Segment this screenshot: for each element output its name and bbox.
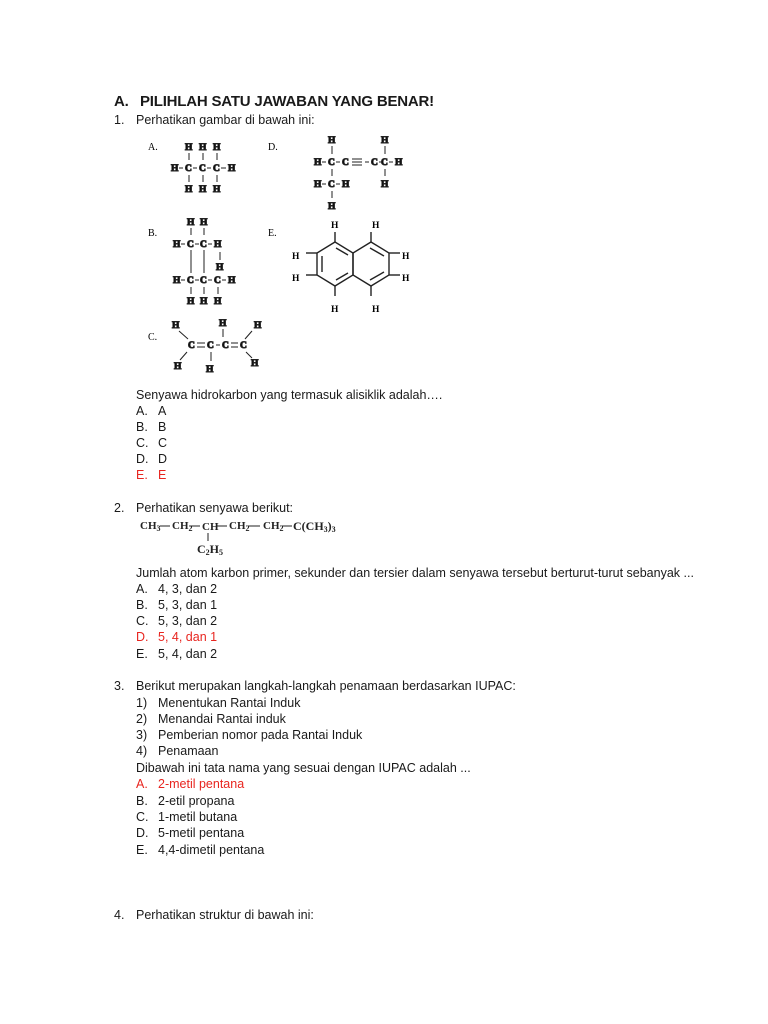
question-2-text: Jumlah atom karbon primer, sekunder dan tersier dalam senyawa tersebut berturut-turut sebanyak ... — [136, 566, 694, 580]
question-1-text: Senyawa hidrokarbon yang termasuk alisiklik adalah…. — [136, 388, 443, 402]
q1-option-b[interactable]: B. B — [136, 420, 167, 434]
svg-text:H: H — [292, 252, 300, 262]
question-2-number: 2. — [114, 501, 125, 515]
svg-text:H: H — [292, 274, 300, 284]
svg-text:C: C — [214, 276, 221, 286]
fig-label-a: A. — [148, 142, 158, 153]
structure-e-hydrogens — [292, 221, 410, 315]
svg-text:H: H — [216, 263, 224, 273]
question-3-number: 3. — [114, 679, 125, 693]
question-3-text: Dibawah ini tata nama yang sesuai dengan IUPAC adalah ... — [136, 761, 471, 775]
q1-option-e-answer[interactable]: E. E — [136, 468, 167, 482]
svg-text:C: C — [342, 158, 349, 168]
svg-text:H: H — [228, 164, 236, 174]
structure-a-propane — [171, 143, 236, 195]
svg-text:H: H — [372, 305, 380, 315]
structure-e-naphthalene — [306, 232, 400, 296]
svg-text:H: H — [185, 185, 193, 195]
q1-option-d[interactable]: D. D — [136, 452, 168, 466]
question-1-number: 1. — [114, 113, 125, 127]
svg-text:C: C — [187, 240, 194, 250]
svg-text:H: H — [381, 136, 389, 146]
q2-option-e[interactable]: E. 5, 4, dan 2 — [136, 647, 218, 661]
svg-text:H: H — [185, 143, 193, 153]
svg-text:CH: CH — [202, 521, 219, 533]
svg-text:H: H — [187, 297, 195, 307]
svg-text:C: C — [200, 276, 207, 286]
q3-option-d[interactable]: D. 5-metil pentana — [136, 826, 245, 840]
structure-b-cyclobutane — [173, 218, 236, 307]
q3-step-4: 4) Penamaan — [136, 744, 219, 758]
svg-text:H: H — [228, 276, 236, 286]
q1-option-a[interactable]: A. A — [136, 404, 167, 418]
svg-text:C: C — [328, 158, 335, 168]
svg-text:C: C — [200, 240, 207, 250]
svg-text:H: H — [200, 297, 208, 307]
q3-step-3: 3) Pemberian nomor pada Rantai Induk — [136, 728, 363, 742]
svg-text:H: H — [342, 180, 350, 190]
q3-option-b[interactable]: B. 2-etil propana — [136, 794, 235, 808]
svg-text:H: H — [331, 305, 339, 315]
svg-text:CH3: CH3 — [140, 520, 161, 533]
svg-text:C2H5: C2H5 — [197, 542, 224, 557]
svg-text:H: H — [219, 319, 227, 329]
svg-text:C: C — [328, 180, 335, 190]
svg-text:H: H — [402, 274, 410, 284]
svg-text:C: C — [371, 158, 378, 168]
fig-label-e: E. — [268, 228, 277, 239]
question-4-number: 4. — [114, 908, 125, 922]
svg-text:H: H — [174, 362, 182, 372]
q2-option-c[interactable]: C. 5, 3, dan 2 — [136, 614, 218, 628]
svg-text:H: H — [187, 218, 195, 228]
question-4-prompt: Perhatikan struktur di bawah ini: — [136, 908, 314, 922]
svg-text:CH2: CH2 — [229, 520, 250, 533]
svg-text:CH2: CH2 — [172, 520, 193, 533]
svg-text:H: H — [331, 221, 339, 231]
structure-d-alkyne — [314, 136, 403, 212]
q3-option-e[interactable]: E. 4,4-dimetil pentana — [136, 843, 265, 857]
svg-text:C: C — [381, 158, 388, 168]
question-2-prompt: Perhatikan senyawa berikut: — [136, 501, 294, 515]
svg-text:H: H — [200, 218, 208, 228]
section-title: PILIHLAH SATU JAWABAN YANG BENAR! — [139, 93, 434, 110]
q2-option-a[interactable]: A. 4, 3, dan 2 — [136, 582, 218, 596]
svg-text:H: H — [199, 185, 207, 195]
svg-text:H: H — [402, 252, 410, 262]
svg-text:H: H — [314, 158, 322, 168]
fig-label-d: D. — [268, 142, 278, 153]
svg-text:C: C — [199, 164, 206, 174]
svg-text:H: H — [328, 136, 336, 146]
question-3-prompt: Berikut merupakan langkah-langkah penamaan berdasarkan IUPAC: — [136, 679, 516, 693]
q2-option-b[interactable]: B. 5, 3, dan 1 — [136, 598, 218, 612]
svg-text:H: H — [213, 143, 221, 153]
q2-option-d-answer[interactable]: D. 5, 4, dan 1 — [136, 630, 218, 644]
svg-text:C: C — [188, 341, 195, 351]
structure-c-butadiene — [172, 319, 262, 375]
svg-text:H: H — [395, 158, 403, 168]
question-1-prompt: Perhatikan gambar di bawah ini: — [136, 113, 315, 127]
svg-text:H: H — [254, 321, 262, 331]
svg-text:H: H — [372, 221, 380, 231]
q1-option-c[interactable]: C. C — [136, 436, 168, 450]
svg-text:H: H — [314, 180, 322, 190]
q3-option-a-answer[interactable]: A. 2-metil pentana — [136, 777, 245, 791]
svg-text:H: H — [214, 240, 222, 250]
section-heading — [114, 93, 434, 110]
section-letter: A. — [114, 93, 129, 110]
svg-text:H: H — [206, 365, 214, 375]
fig-label-b: B. — [148, 228, 158, 239]
svg-text:H: H — [214, 297, 222, 307]
question-2-formula — [138, 514, 378, 560]
svg-text:H: H — [171, 164, 179, 174]
svg-text:C: C — [187, 276, 194, 286]
svg-text:C: C — [222, 341, 229, 351]
svg-text:C: C — [240, 341, 247, 351]
svg-text:H: H — [199, 143, 207, 153]
svg-text:C(CH3)3: C(CH3)3 — [293, 519, 336, 534]
svg-text:H: H — [213, 185, 221, 195]
svg-text:H: H — [251, 359, 259, 369]
q3-step-2: 2) Menandai Rantai induk — [136, 712, 286, 726]
fig-label-c: C. — [148, 332, 158, 343]
svg-text:CH2: CH2 — [263, 520, 284, 533]
q3-step-1: 1) Menentukan Rantai Induk — [136, 696, 301, 710]
svg-text:H: H — [173, 240, 181, 250]
svg-text:H: H — [173, 276, 181, 286]
svg-text:C: C — [207, 341, 214, 351]
svg-text:H: H — [172, 321, 180, 331]
svg-text:C: C — [213, 164, 220, 174]
svg-text:H: H — [328, 202, 336, 212]
q3-option-c[interactable]: C. 1-metil butana — [136, 810, 238, 824]
svg-text:C: C — [185, 164, 192, 174]
svg-text:H: H — [381, 180, 389, 190]
question-1-figure — [140, 128, 440, 380]
